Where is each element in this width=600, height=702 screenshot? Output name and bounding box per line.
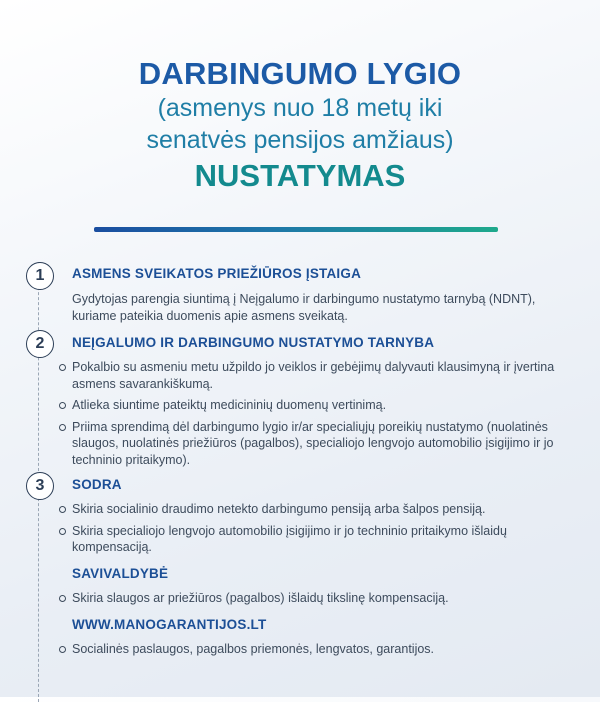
bullet-list	[72, 501, 562, 556]
title-line-4: NUSTATYMAS	[194, 158, 406, 193]
section-heading: NEĮGALUMO IR DARBINGUMO NUSTATYMO TARNYBA	[72, 335, 435, 350]
bullet-list	[72, 641, 562, 658]
list-item: Atlieka siuntime pateiktų medicininių duomenų vertinimą.	[72, 397, 562, 414]
website-link[interactable]: WWW.MANOGARANTIJOS.LT	[72, 617, 267, 632]
section-website	[72, 617, 562, 663]
section-ndnt	[72, 335, 562, 473]
section-heading: ASMENS SVEIKATOS PRIEŽIŪROS ĮSTAIGA	[72, 266, 362, 281]
section-municipality	[72, 566, 562, 612]
list-item: Skiria socialinio draudimo netekto darbingumo pensiją arba šalpos pensiją.	[72, 501, 562, 518]
section-text: Gydytojas parengia siuntimą į Neįgalumo ir darbingumo nustatymo tarnybą (NDNT), kuriame pateikia duomenis apie asmens sveikatą.	[72, 292, 536, 323]
bullet-list	[72, 359, 562, 468]
section-heading: SAVIVALDYBĖ	[72, 566, 169, 581]
title-divider	[94, 227, 498, 232]
title-line-3: senatvės pensijos amžiaus)	[146, 126, 454, 154]
section-sodra	[72, 477, 562, 561]
bullet-list	[72, 590, 562, 607]
title-line-1: DARBINGUMO LYGIO	[138, 56, 462, 91]
list-item: Pokalbio su asmeniu metu užpildo jo veiklos ir gebėjimų dalyvauti klausimyną ir įvertina asmens savarankiškumą.	[72, 359, 562, 392]
step-2-badge: 2	[26, 330, 54, 358]
section-health-institution	[72, 266, 562, 324]
step-1-badge: 1	[26, 262, 54, 290]
step-3-badge: 3	[26, 472, 54, 500]
list-item: Skiria specialiojo lengvojo automobilio įsigijimo ir jo techninio pritaikymo išlaidų kompensaciją.	[72, 523, 562, 556]
list-item: Skiria slaugos ar priežiūros (pagalbos) išlaidų tikslinę kompensaciją.	[72, 590, 562, 607]
list-item: Priima sprendimą dėl darbingumo lygio ir/ar specialiųjų poreikių nustatymo (nuolatinės slaugos, nuolatinės priežiūros (pagalbos), specialiojo lengvojo automobilio įsigijimo ir jo techninio pritaikymo).	[72, 419, 562, 469]
list-item: Socialinės paslaugos, pagalbos priemonės, lengvatos, garantijos.	[72, 641, 562, 658]
page-title	[0, 56, 600, 196]
title-line-2: (asmenys nuo 18 metų iki	[157, 94, 443, 122]
section-heading: SODRA	[72, 477, 122, 492]
